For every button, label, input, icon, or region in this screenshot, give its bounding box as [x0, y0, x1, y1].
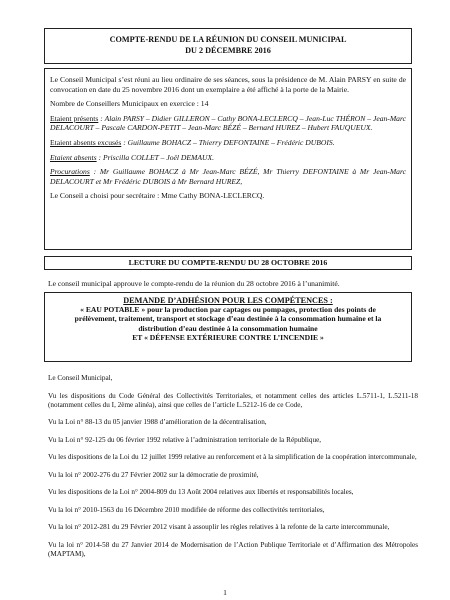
presents-paragraph: [50, 114, 406, 133]
page-number: 1: [223, 588, 227, 597]
demande-heading: DEMANDE D’ADHÉSION POUR LES COMPÉTENCES :: [123, 296, 333, 305]
demande-line-4: ET « DÉFENSE EXTÉRIEURE CONTRE L’INCENDIE »: [132, 332, 324, 342]
considerant-4: Vu les dispositions de la Loi du 12 juillet 1999 relative au renforcement et à la simplification de la coopération intercommunale,: [48, 453, 417, 462]
considerants-section: [48, 374, 418, 567]
absents-names: : Priscilla COLLET – Joël DEMAUX.: [98, 152, 214, 162]
lecture-title-box: [44, 256, 412, 270]
procurations-label: Procurations: [50, 167, 90, 177]
absents-paragraph: [50, 153, 406, 163]
intro-paragraph: Le Conseil Municipal s’est réuni au lieu ordinaire de ses séances, sous la présidence de M. Alain PARSY en suite de convocation en date du 25 novembre 2016 dont un exemplaire a été affiché à la porte de la Mairie.: [50, 75, 406, 94]
demande-line-1: « EAU POTABLE » pour la production par captages ou pompages, protection des points de: [80, 305, 376, 315]
excuses-paragraph: [50, 138, 406, 148]
considerant-5: Vu la loi n° 2002-276 du 27 Février 2002 sur la démocratie de proximité,: [48, 470, 259, 479]
demande-box: [44, 292, 412, 362]
demande-line-2: prélèvement, traitement, transport et stockage d’eau destinée à la consommation humaine et la: [74, 314, 382, 324]
excuses-label: Etaient absents excusés: [50, 137, 122, 147]
considerant-3: Vu la Loi n° 92-125 du 06 février 1992 relative à l’administration territoriale de la République,: [48, 435, 322, 444]
considerant-6: Vu les dispositions de la Loi n° 2004-809 du 13 Août 2004 relatives aux libertés et responsabilités locales,: [48, 488, 354, 497]
procurations-text: : Mr Guillaume BOHACZ à Mr Jean-Marc BÉZÉ, Mr Thierry DEFONTAINE à Mr Jean-Marc DELACOURT et Mr Frédéric DUBOIS à Mr Bernard HUREZ,: [50, 167, 406, 186]
conseillers-count: Nombre de Conseillers Municipaux en exercice : 14: [50, 99, 209, 109]
meeting-info-box: [44, 68, 412, 250]
procurations-paragraph: [50, 167, 406, 186]
demande-line-3: distribution d’eau destinée à la consommation humaine: [138, 323, 318, 333]
lecture-title: LECTURE DU COMPTE-RENDU DU 28 OCTOBRE 2016: [128, 258, 328, 267]
title-line-2: DU 2 DÉCEMBRE 2016: [185, 46, 271, 55]
absents-label: Etaient absents: [50, 152, 97, 162]
considerant-0: Le Conseil Municipal,: [48, 374, 113, 382]
title-box: [44, 28, 412, 64]
considerant-7: Vu la loi n° 2010-1563 du 16 Décembre 2010 modifiée de réforme des collectivités territoriales,: [48, 505, 325, 514]
considerant-1: Vu les dispositions du Code Général des Collectivités Territoriales, et notamment celles des articles L.5711-1, L.5211-18 (notamment celles du I, 2ème alinéa), ainsi que celles de l’article L.5212-16 de ce Code,: [48, 391, 418, 409]
presents-names: : Alain PARSY – Didier GILLERON – Cathy BONA-LECLERCQ – Jean-Luc THÉRON – Jean-Marc DELACOURT – Pascale CARDON-PETIT – Jean-Marc BÉZÉ – Bernard HUREZ – Hubert FAUQUEUX.: [50, 113, 406, 133]
considerant-9: Vu la loi n° 2014-58 du 27 Janvier 2014 de Modernisation de l’Action Publique Territoriale et d’Affirmation des Métropoles (MAPTAM),: [48, 540, 418, 558]
excuses-names: : Guillaume BOHACZ – Thierry DEFONTAINE – Frédéric DUBOIS.: [123, 137, 335, 147]
considerant-8: Vu la loi n° 2012-281 du 29 Février 2012 visant à assouplir les règles relatives à la refonte de la carte intercommunale,: [48, 523, 390, 532]
considerant-2: Vu la Loi n° 88-13 du 05 janvier 1988 d’amélioration de la décentralisation,: [48, 418, 267, 427]
title-line-1: COMPTE-RENDU DE LA RÉUNION DU CONSEIL MUNICIPAL: [109, 35, 347, 44]
lecture-approval: Le conseil municipal approuve le compte-rendu de la réunion du 28 octobre 2016 à l’unanimité.: [48, 279, 340, 288]
presents-label: Etaient présents: [50, 113, 99, 123]
secretaire-paragraph: Le Conseil a choisi pour secrétaire : Mme Cathy BONA-LECLERCQ.: [50, 191, 265, 201]
